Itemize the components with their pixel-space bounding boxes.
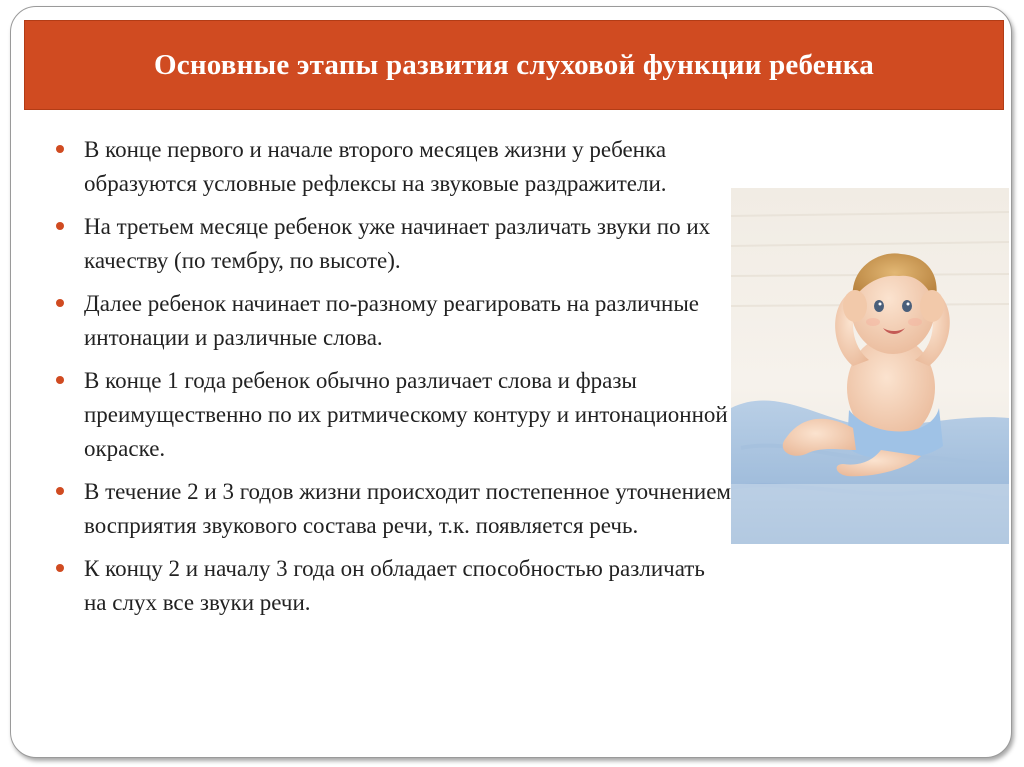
bullet-item xyxy=(52,210,732,278)
bullet-text: На третьем месяце ребенок уже начинает различать звуки по их качеству (по тембру, по высоте). xyxy=(84,214,711,273)
bullet-text: Далее ребенок начинает по-разному реагировать на различные интонации и различные слова. xyxy=(84,291,700,350)
bullet-dot-icon xyxy=(56,564,64,572)
bullet-text: В конце 1 года ребенок обычно различает слова и фразы преимущественно по их ритмическому контуру и интонационной окраске. xyxy=(84,368,728,461)
bullet-dot-icon xyxy=(56,145,64,153)
bullet-item xyxy=(52,475,732,543)
baby-photo xyxy=(731,188,1009,544)
bullet-text: В течение 2 и 3 годов жизни происходит постепенное уточнением восприятия звукового состава речи, т.к. появляется речь. xyxy=(84,479,731,538)
title-banner xyxy=(24,20,1004,110)
bullet-dot-icon xyxy=(56,222,64,230)
bullet-text: К концу 2 и началу 3 года он обладает способностью различать на слух все звуки речи. xyxy=(84,556,705,615)
slide-title: Основные этапы развития слуховой функции ребенка xyxy=(154,48,874,81)
bullet-item xyxy=(52,552,732,620)
bullet-dot-icon xyxy=(56,376,64,384)
bullet-item xyxy=(52,364,732,466)
bullet-dot-icon xyxy=(56,299,64,307)
bullet-list xyxy=(52,133,732,629)
bullet-item xyxy=(52,287,732,355)
bullet-item xyxy=(52,133,732,201)
bullet-dot-icon xyxy=(56,487,64,495)
bullet-text: В конце первого и начале второго месяцев жизни у ребенка образуются условные рефлексы на звуковые раздражители. xyxy=(84,137,667,196)
